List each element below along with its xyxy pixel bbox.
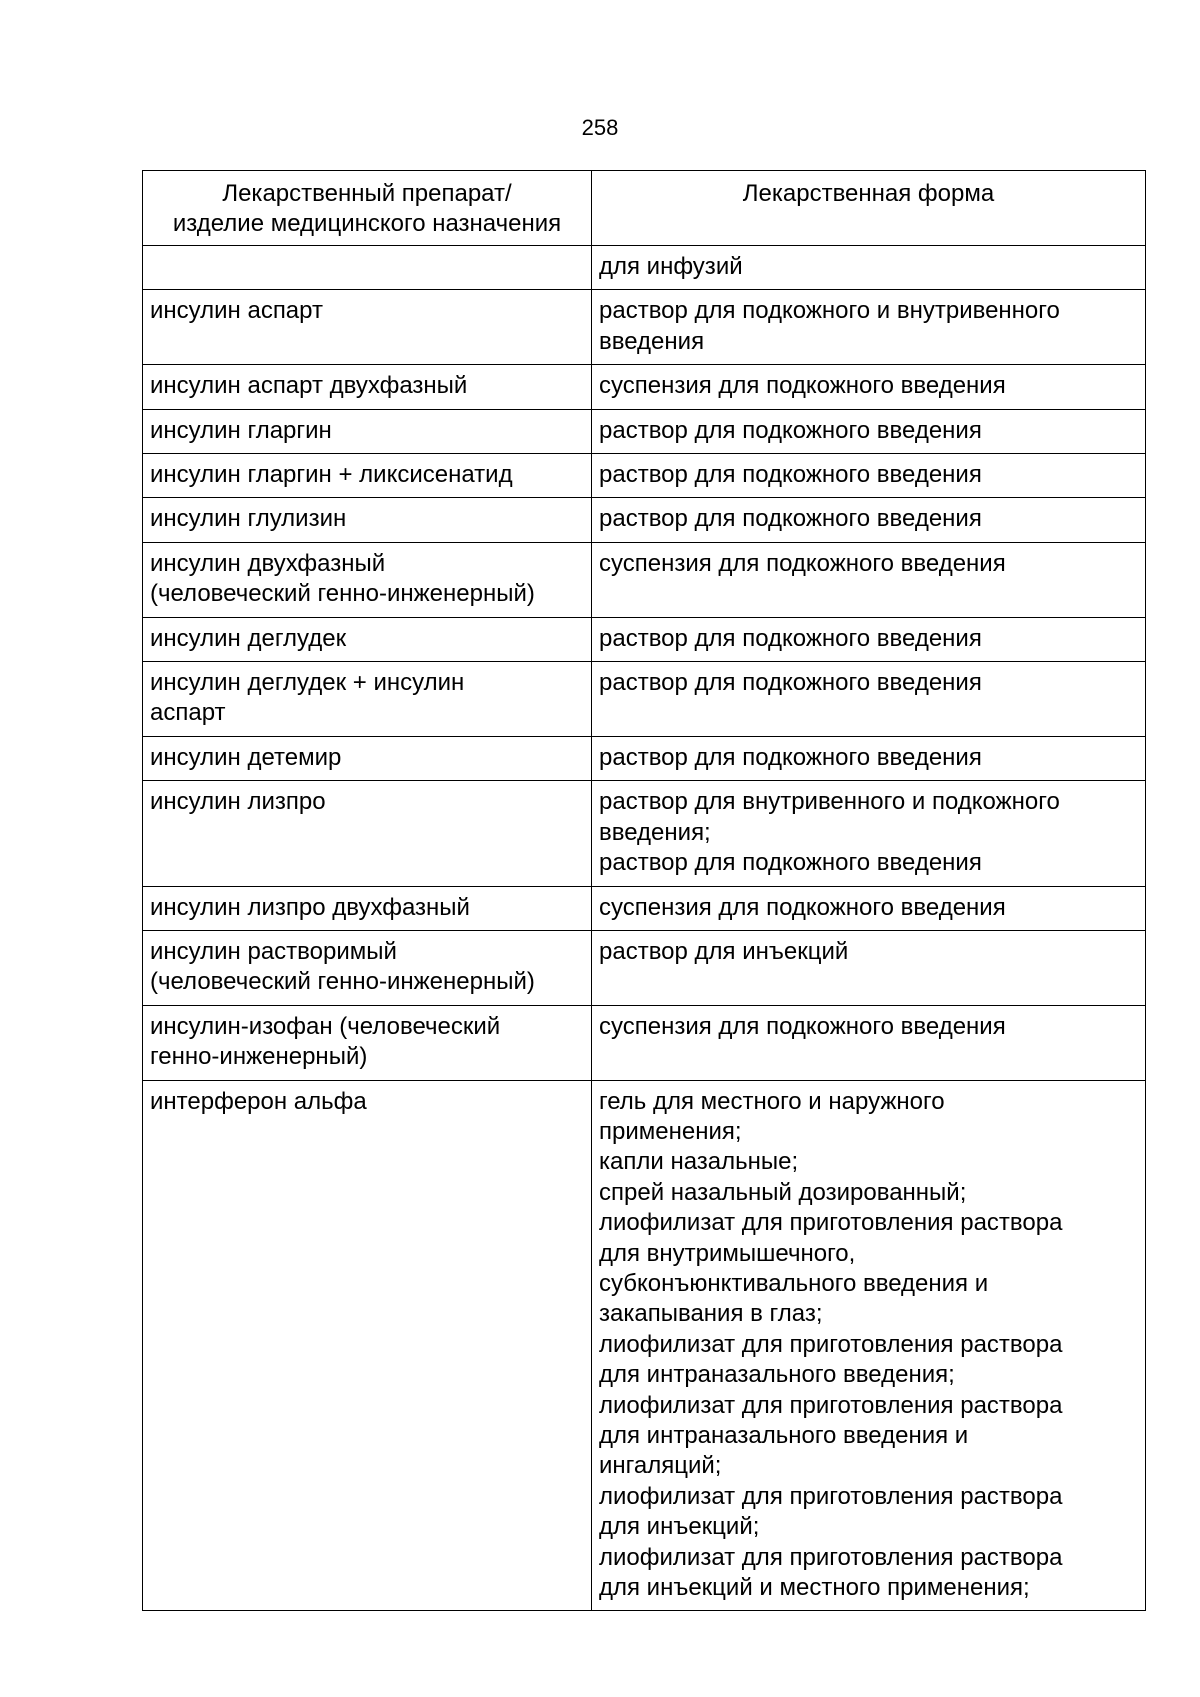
table-row [143, 886, 1146, 930]
drug-name-cell [143, 409, 592, 453]
drug-name: инсулин лизпро [150, 788, 326, 816]
drug-name: инсулин-изофан (человеческий генно-инженерный) [150, 1012, 501, 1071]
header-drug [143, 171, 592, 246]
dosage-form-cell [592, 886, 1146, 930]
drug-name-cell [143, 736, 592, 780]
dosage-form-cell [592, 498, 1146, 542]
drug-name: инсулин детемир [150, 743, 342, 771]
drug-name: интерферон альфа [150, 1087, 367, 1115]
dosage-form-cell [592, 736, 1146, 780]
drug-name: инсулин деглудек + инсулин аспарт [150, 669, 465, 727]
header-form-line: Лекарственная форма [742, 180, 995, 207]
dosage-form: раствор для подкожного введения [599, 743, 982, 771]
table-row [143, 542, 1146, 617]
table-row [143, 930, 1146, 1005]
dosage-form: раствор для инъекций [599, 937, 849, 965]
table-body [143, 246, 1146, 1611]
drug-name: инсулин глулизин [150, 505, 347, 533]
drug-name-cell [143, 498, 592, 542]
page-number: 258 [581, 115, 619, 140]
drug-name-cell [143, 781, 592, 886]
dosage-form-cell [592, 1080, 1146, 1611]
drug-name-cell [143, 290, 592, 365]
medication-table [142, 170, 1146, 1611]
dosage-form-cell [592, 246, 1146, 290]
dosage-form-cell [592, 290, 1146, 365]
dosage-form: суспензия для подкожного введения [599, 549, 1006, 577]
table-row [143, 1080, 1146, 1611]
table-row [143, 498, 1146, 542]
table-row [143, 617, 1146, 661]
dosage-form-cell [592, 542, 1146, 617]
dosage-form: раствор для подкожного введения [599, 624, 982, 652]
table-row [143, 781, 1146, 886]
drug-name-cell [143, 454, 592, 498]
dosage-form: раствор для подкожного введения [599, 669, 982, 697]
dosage-form: гель для местного и наружного применения; капли назальные; спрей назальный дозированный; лиофилизат для приготовления раствора для внутримышечного, субконъюнктивального введения и закапывания в глаз; лиофилизат для приготовления раствора для интраназального введения; лиофилизат для приготовления раствора для интраназального введения и ингаляций; лиофилизат для приготовления раствора для инъекций; лиофилизат для приготовления раствора для инъекций и местного применения; [599, 1087, 1063, 1602]
dosage-form-cell [592, 617, 1146, 661]
drug-name: инсулин аспарт [150, 297, 323, 325]
table-row [143, 662, 1146, 737]
dosage-form-cell [592, 930, 1146, 1005]
table-row [143, 246, 1146, 290]
dosage-form: раствор для внутривенного и подкожного введения; раствор для подкожного введения [599, 788, 1060, 877]
dosage-form: суспензия для подкожного введения [599, 372, 1006, 400]
dosage-form: раствор для подкожного введения [599, 461, 982, 489]
drug-name: инсулин гларгин [150, 416, 332, 444]
dosage-form: раствор для подкожного и внутривенного введения [599, 297, 1060, 355]
drug-name: инсулин лизпро двухфазный [150, 893, 470, 921]
drug-name: инсулин растворимый (человеческий генно-инженерный) [150, 937, 535, 996]
drug-name-cell [143, 662, 592, 737]
table-row [143, 454, 1146, 498]
table-row [143, 409, 1146, 453]
drug-name-cell [143, 1005, 592, 1080]
drug-name-cell [143, 617, 592, 661]
table-header-row [143, 171, 1146, 246]
table-row [143, 736, 1146, 780]
header-form [592, 171, 1146, 246]
drug-name: инсулин аспарт двухфазный [150, 372, 468, 400]
dosage-form-cell [592, 781, 1146, 886]
dosage-form-cell [592, 365, 1146, 409]
dosage-form-cell [592, 662, 1146, 737]
table-row [143, 365, 1146, 409]
drug-name-cell [143, 930, 592, 1005]
drug-name: инсулин двухфазный (человеческий генно-инженерный) [150, 549, 535, 608]
dosage-form: суспензия для подкожного введения [599, 893, 1006, 921]
drug-name: инсулин гларгин + ликсисенатид [150, 461, 513, 489]
drug-name-cell [143, 542, 592, 617]
header-drug-line: Лекарственный препарат/ [222, 180, 512, 207]
dosage-form: раствор для подкожного введения [599, 416, 982, 444]
dosage-form-cell [592, 409, 1146, 453]
dosage-form: раствор для подкожного введения [599, 505, 982, 533]
drug-name-cell [143, 246, 592, 290]
dosage-form-cell [592, 1005, 1146, 1080]
header-drug-line: изделие медицинского назначения [172, 210, 562, 237]
drug-name-cell [143, 1080, 592, 1611]
dosage-form-cell [592, 454, 1146, 498]
dosage-form: для инфузий [599, 253, 743, 280]
table-row [143, 1005, 1146, 1080]
drug-name-cell [143, 886, 592, 930]
drug-name: инсулин деглудек [150, 624, 347, 652]
dosage-form: суспензия для подкожного введения [599, 1012, 1006, 1040]
drug-name-cell [143, 365, 592, 409]
table-row [143, 290, 1146, 365]
